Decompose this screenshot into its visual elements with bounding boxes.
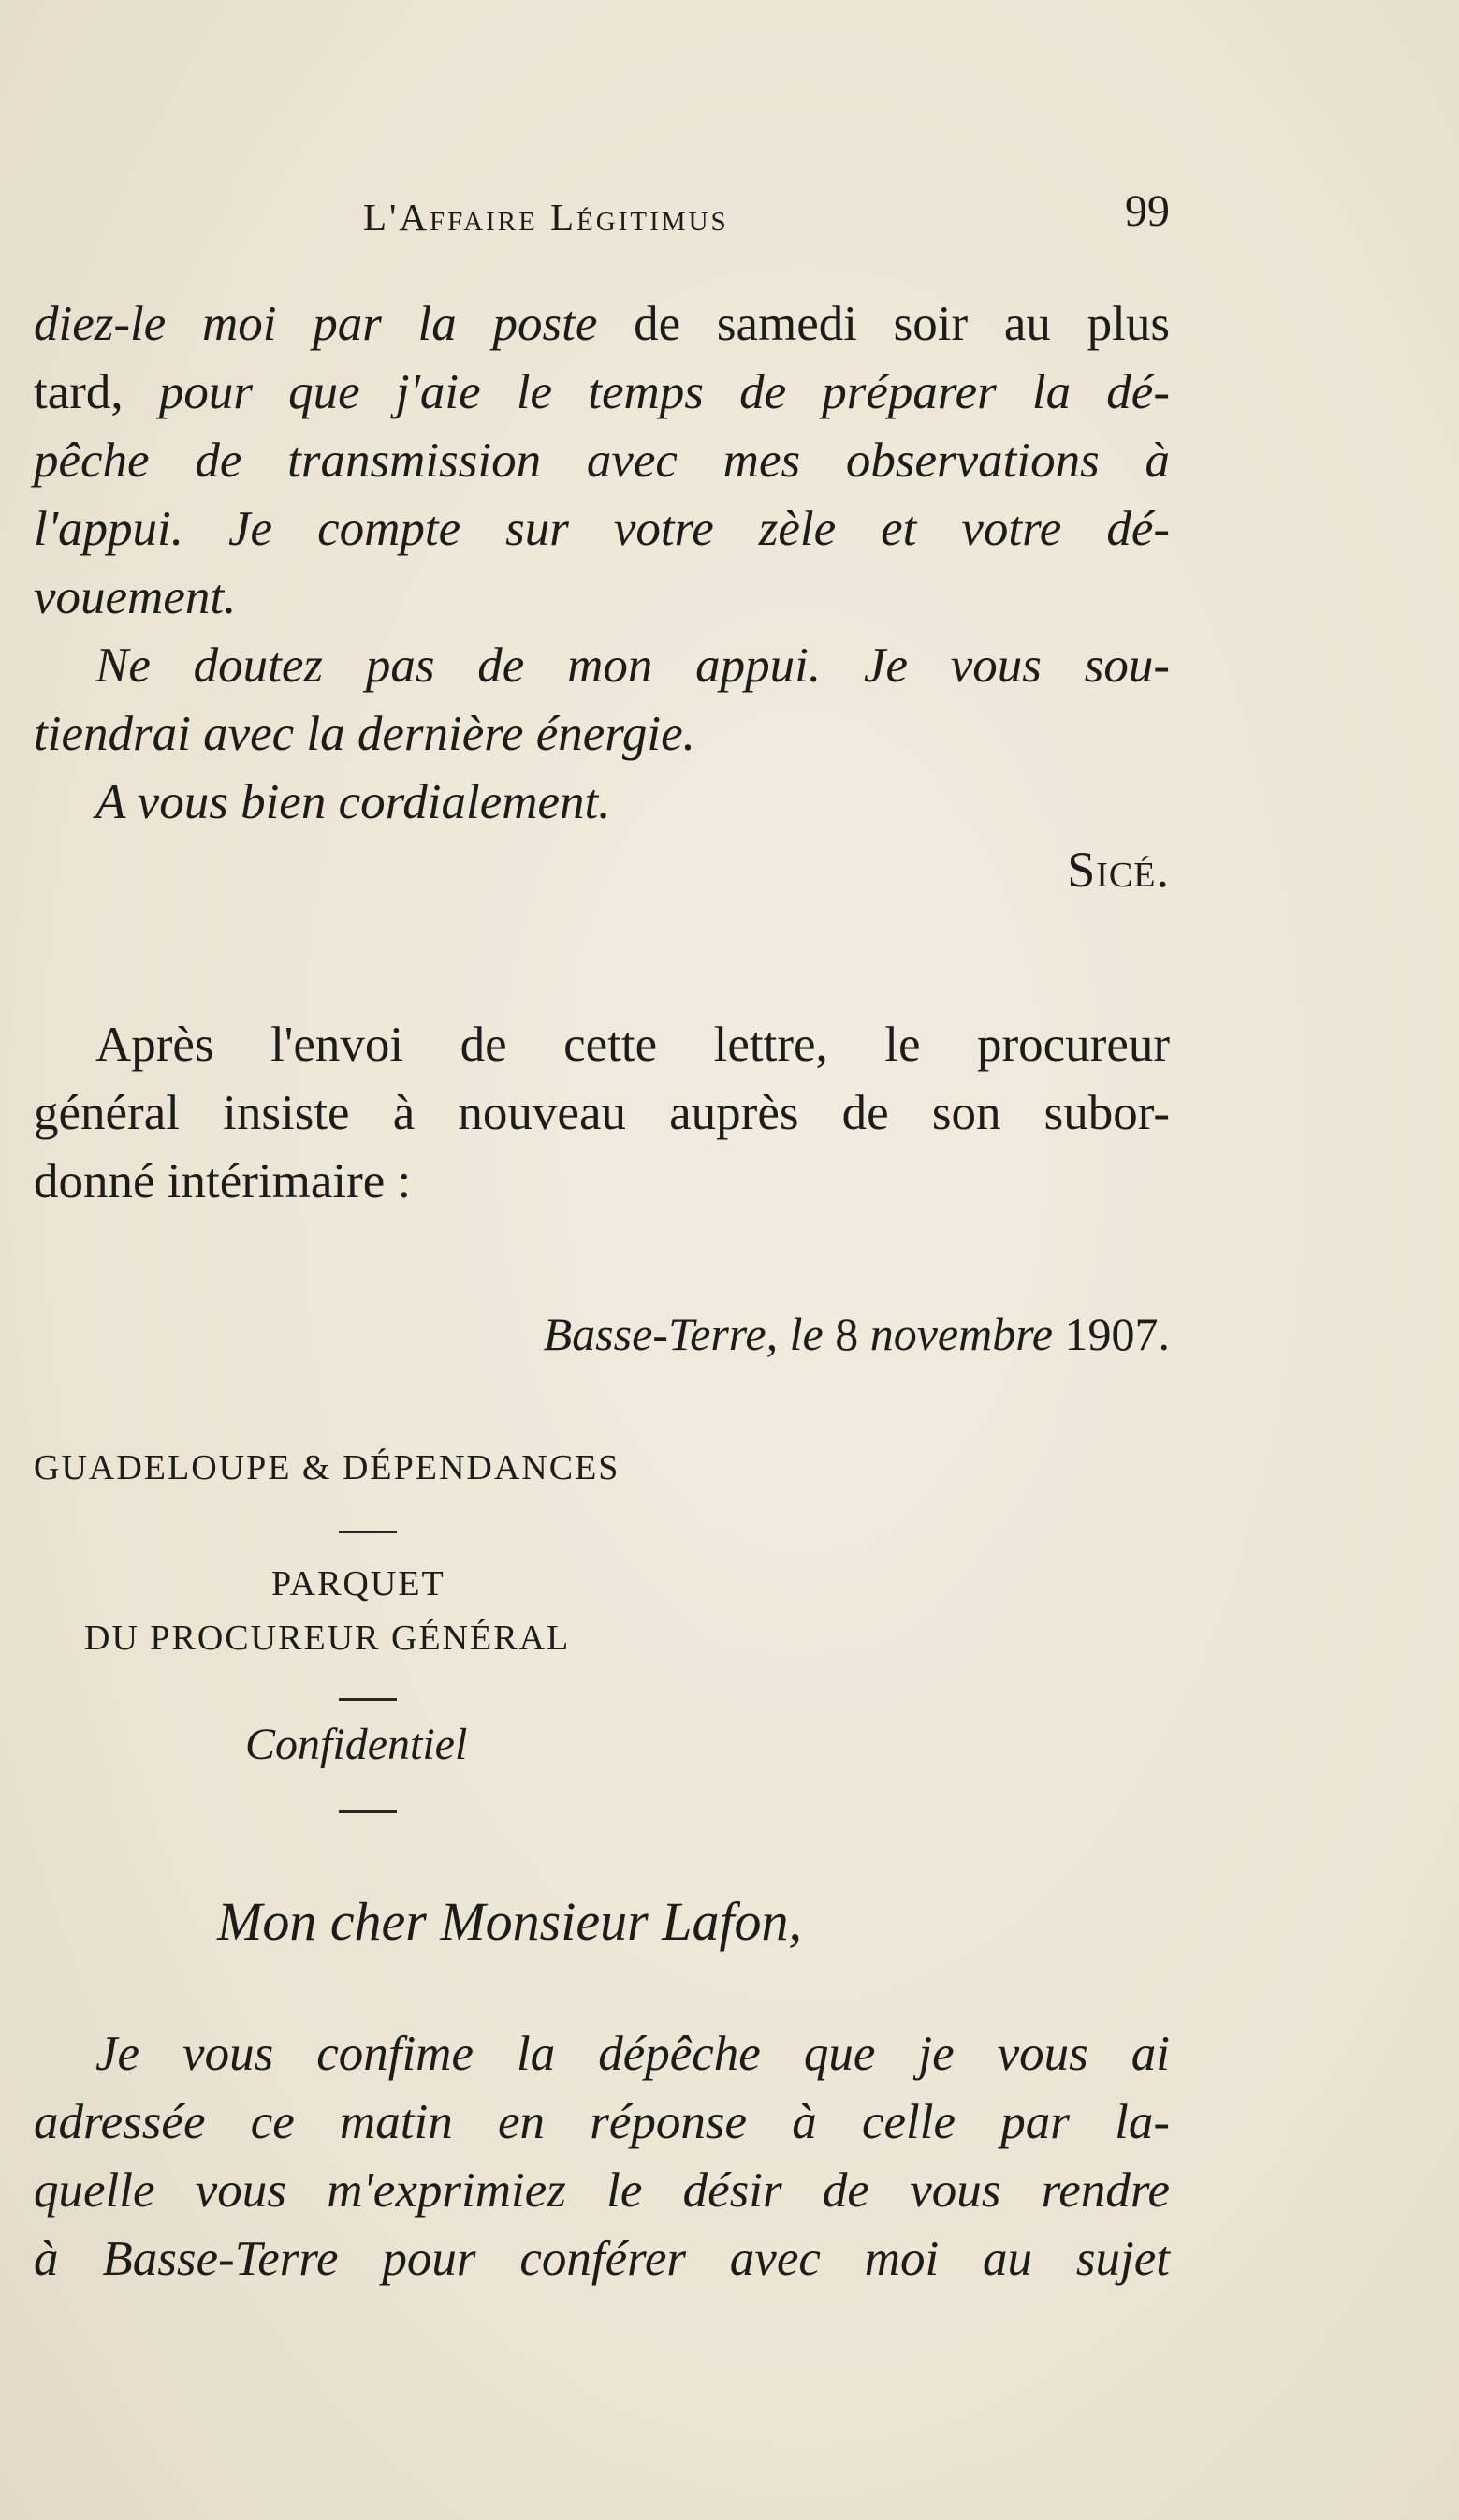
letterhead-office-line1: PARQUET bbox=[271, 1564, 445, 1604]
narrative-line: donné intérimaire : bbox=[34, 1154, 412, 1209]
salutation: Mon cher Monsieur Lafon, bbox=[217, 1891, 803, 1952]
divider bbox=[339, 1698, 397, 1701]
page-header bbox=[34, 185, 1170, 251]
page-number: 99 bbox=[1125, 186, 1170, 236]
dateline bbox=[544, 1307, 1170, 1361]
letterhead-colony: GUADELOUPE & DÉPENDANCES bbox=[34, 1448, 620, 1487]
confidential-mark: Confidentiel bbox=[245, 1720, 468, 1769]
narrative-line: général insiste à nouveau auprès de son subor- bbox=[34, 1086, 1170, 1140]
letter-line: Ne doutez pas de mon appui. Je vous sou- bbox=[95, 638, 1170, 693]
dateline-year: 1907. bbox=[1064, 1308, 1170, 1360]
letter-line: l'appui. Je compte sur votre zèle et votre dé- bbox=[34, 502, 1170, 556]
letter-line: diez-le moi par la poste de samedi soir au plus bbox=[34, 297, 1170, 351]
letter-line: A vous bien cordialement. bbox=[95, 775, 611, 829]
divider bbox=[339, 1531, 397, 1533]
letter-line: quelle vous m'exprimiez le désir de vous rendre bbox=[34, 2163, 1170, 2218]
letter-line: vouement. bbox=[34, 570, 237, 624]
dateline-place: Basse-Terre, bbox=[543, 1308, 779, 1360]
dateline-le: le bbox=[789, 1308, 824, 1360]
letter-line: Je vous confime la dépêche que je vous ai bbox=[95, 2027, 1170, 2081]
narrative-line: Après l'envoi de cette lettre, le procureur bbox=[95, 1018, 1170, 1072]
dateline-day: 8 bbox=[835, 1308, 859, 1360]
letter-line: adressée ce matin en réponse à celle par la- bbox=[34, 2095, 1170, 2149]
running-title: L'Affaire Légitimus bbox=[363, 196, 729, 239]
dateline-month: novembre bbox=[869, 1308, 1053, 1360]
letter-line: tiendrai avec la dernière énergie. bbox=[34, 707, 695, 761]
letter-line: tard, pour que j'aie le temps de préparer la dé- bbox=[34, 365, 1170, 419]
letterhead-office-line2: DU PROCUREUR GÉNÉRAL bbox=[84, 1619, 571, 1658]
letter-line: à Basse-Terre pour conférer avec moi au sujet bbox=[34, 2232, 1170, 2286]
letter-line: pêche de transmission avec mes observations à bbox=[34, 433, 1170, 488]
divider bbox=[339, 1810, 397, 1813]
signature: Sicé. bbox=[1067, 842, 1170, 898]
